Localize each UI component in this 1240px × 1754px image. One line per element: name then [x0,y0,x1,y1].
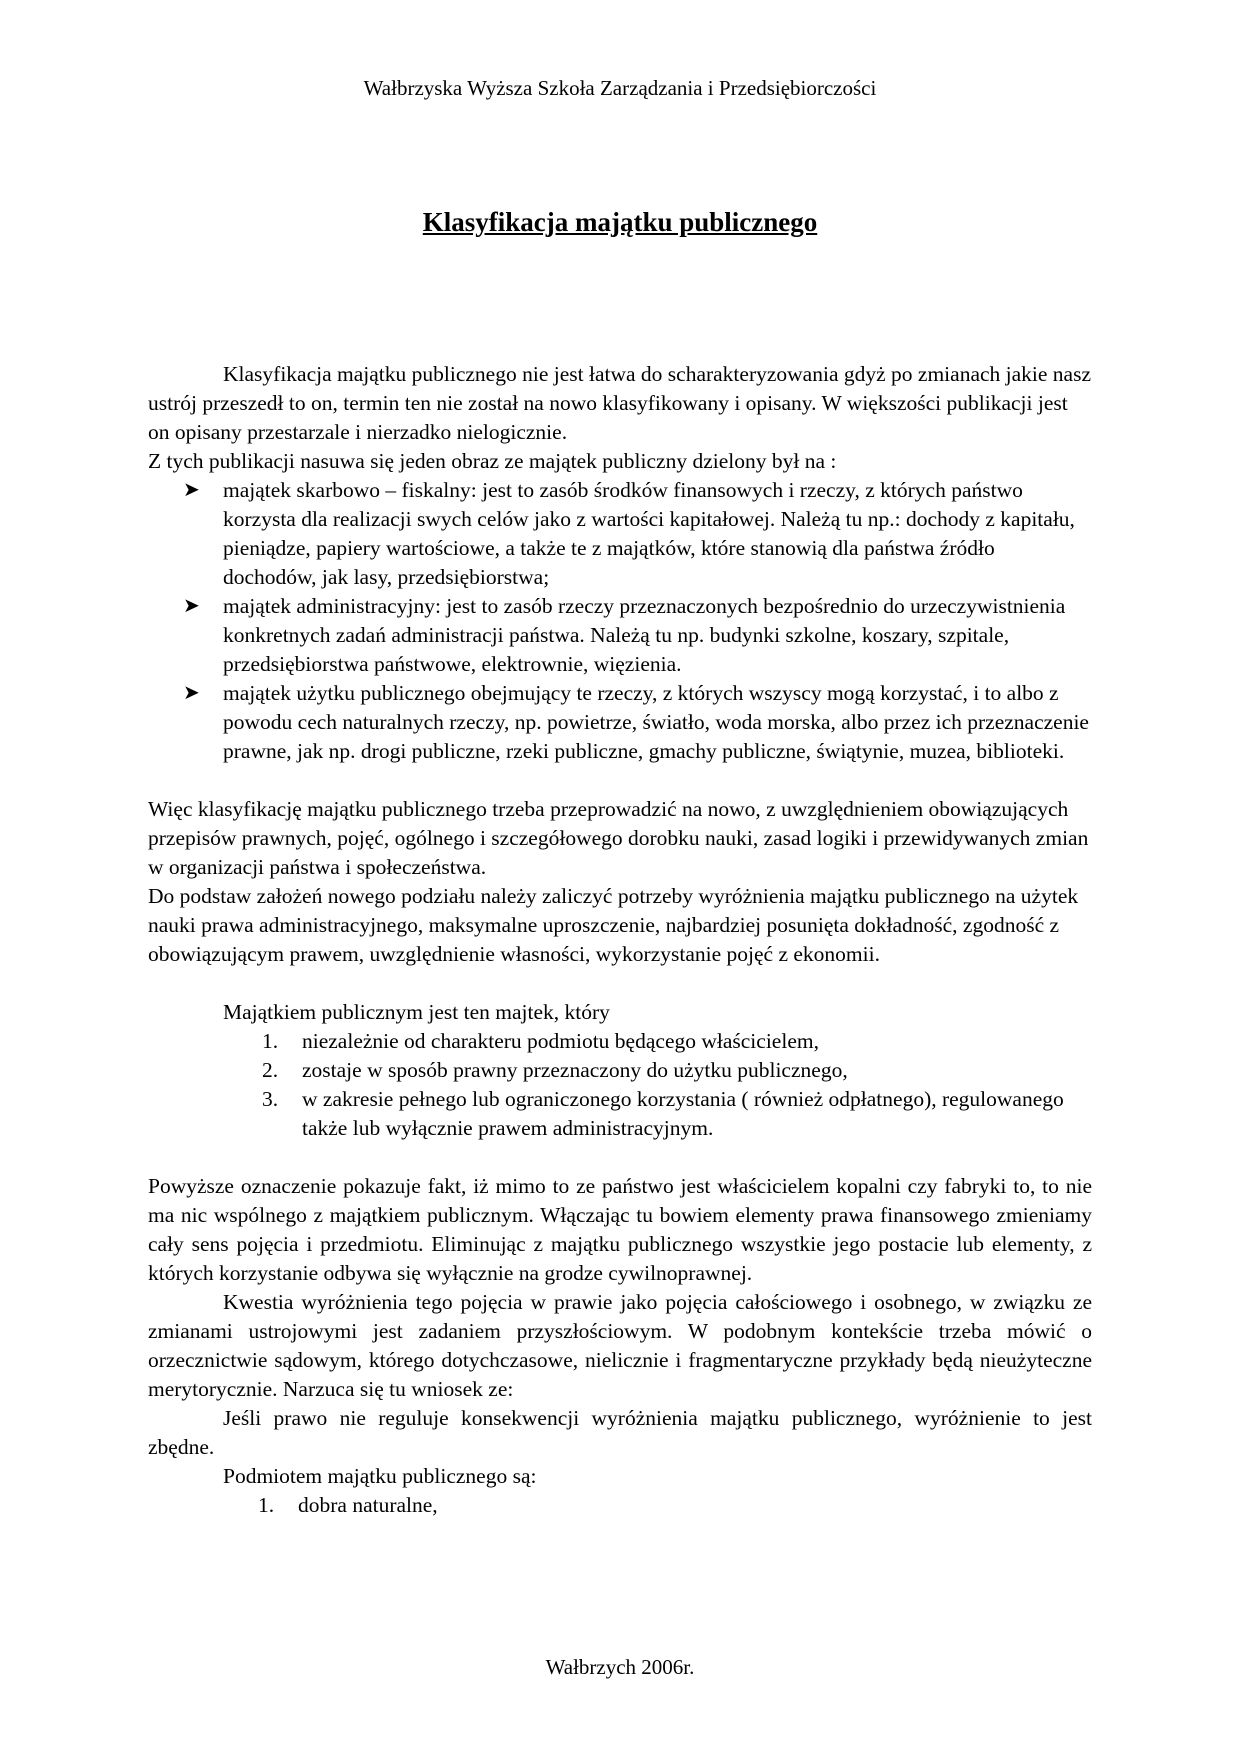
list-item-text: niezależnie od charakteru podmiotu będącego właścicielem, [302,1029,819,1053]
assumptions-paragraph: Do podstaw założeń nowego podziału należy zaliczyć potrzeby wyróżnienia majątku publicznego na użytek nauki prawa administracyjnego, maksymalne uproszczenie, najbardziej posunięta dokładność, zgodność z obowiązującym prawem, uwzględnienie własności, wykorzystanie pojęć z ekonomii. [148,884,1079,966]
institution-header: Wałbrzyska Wyższa Szkoła Zarządzania i Przedsiębiorczości [363,76,877,100]
arrow-bullet-icon: ➤ [183,682,200,704]
document-body [148,360,1092,1520]
list-number: 1. [262,1029,279,1053]
classification-list [148,476,1092,766]
subjects-lead: Podmiotem majątku publicznego są: [223,1464,537,1488]
definition-list [148,1027,1092,1143]
list-number: 2. [262,1058,279,1082]
intro-paragraph: Klasyfikacja majątku publicznego nie jest łatwa do scharakteryzowania gdyż po zmianach jakie nasz ustrój przeszedł to on, termin ten nie został na nowo klasyfikowany i opisany. W większości publikacji jest on opisany przestarzale i nierzadko nielogicznie. [148,362,1092,444]
intro-lead: Z tych publikacji nasuwa się jeden obraz ze majątek publiczny dzielony był na : [148,449,837,473]
document-title: Klasyfikacja majątku publicznego [422,207,818,237]
list-item-text: majątek administracyjny: jest to zasób rzeczy przeznaczonych bezpośrednio do urzeczywistnienia konkretnych zadań administracji państwa. Należą tu np. budynki szkolne, koszary, szpitale, przedsiębiorstwa państwowe, elektrownie, więzienia. [223,594,1066,676]
list-item-text: dobra naturalne, [298,1493,438,1517]
conclusion-paragraph: Jeśli prawo nie reguluje konsekwencji wyróżnienia majątku publicznego, wyróżnienie to jest zbędne. [148,1406,1092,1459]
reclassification-paragraph: Więc klasyfikację majątku publicznego trzeba przeprowadzić na nowo, z uwzględnieniem obowiązujących przepisów prawnych, pojęć, ogólnego i szczegółowego dorobku nauki, zasad logiki i przewidywanych zmian w organizacji państwa i społeczeństwa. [148,797,1089,879]
list-item [183,476,1092,592]
subjects-list [148,1491,1092,1520]
list-item [262,1085,1092,1143]
spacer [148,1143,1092,1172]
spacer [148,766,1092,795]
list-item-text: majątek skarbowo – fiskalny: jest to zasób środków finansowych i rzeczy, z których państwo korzysta dla realizacji swych celów jako z wartości kapitałowej. Należą tu np.: dochody z kapitału, pieniądze, papiery wartościowe, a także te z majątków, które stanowią dla państwa źródło dochodów, jak lasy, przedsiębiorstwa; [223,478,1075,589]
definition-lead: Majątkiem publicznym jest ten majtek, który [223,1000,610,1024]
list-item-text: w zakresie pełnego lub ograniczonego korzystania ( również odpłatnego), regulowanego także lub wyłącznie prawem administracyjnym. [302,1087,1064,1140]
list-item [183,679,1092,766]
list-number: 3. [262,1087,279,1111]
spacer [148,969,1092,998]
list-item-text: zostaje w sposób prawny przeznaczony do użytku publicznego, [302,1058,848,1082]
arrow-bullet-icon: ➤ [183,595,200,617]
list-number: 1. [258,1493,275,1517]
list-item [183,592,1092,679]
arrow-bullet-icon: ➤ [183,479,200,501]
place-date-footer: Wałbrzych 2006r. [545,1655,695,1679]
list-item [262,1056,1092,1085]
list-item [258,1491,1092,1520]
distinction-paragraph: Kwestia wyróżnienia tego pojęcia w prawie jako pojęcia całościowego i osobnego, w związku ze zmianami ustrojowymi jest zadaniem przyszłościowym. W podobnym kontekście trzeba mówić o orzecznictwie sądowym, którego dotychczasowe, nielicznie i fragmentaryczne przykłady będą nieużyteczne merytorycznie. Narzuca się tu wniosek ze: [148,1290,1092,1401]
list-item-text: majątek użytku publicznego obejmujący te rzeczy, z których wszyscy mogą korzystać, i to albo z powodu cech naturalnych rzeczy, np. powietrze, światło, woda morska, albo przez ich przeznaczenie prawne, jak np. drogi publiczne, rzeki publiczne, gmachy publiczne, świątynie, muzea, biblioteki. [223,681,1089,763]
ownership-paragraph: Powyższe oznaczenie pokazuje fakt, iż mimo to ze państwo jest właścicielem kopalni czy fabryki to, to nie ma nic wspólnego z majątkiem publicznym. Włączając tu bowiem elementy prawa finansowego zmieniamy cały sens pojęcia i przedmiotu. Eliminując z majątku publicznego wszystkie jego postacie lub elementy, z których korzystanie odbywa się wyłącznie na grodze cywilnoprawnej. [148,1174,1092,1285]
list-item [262,1027,1092,1056]
